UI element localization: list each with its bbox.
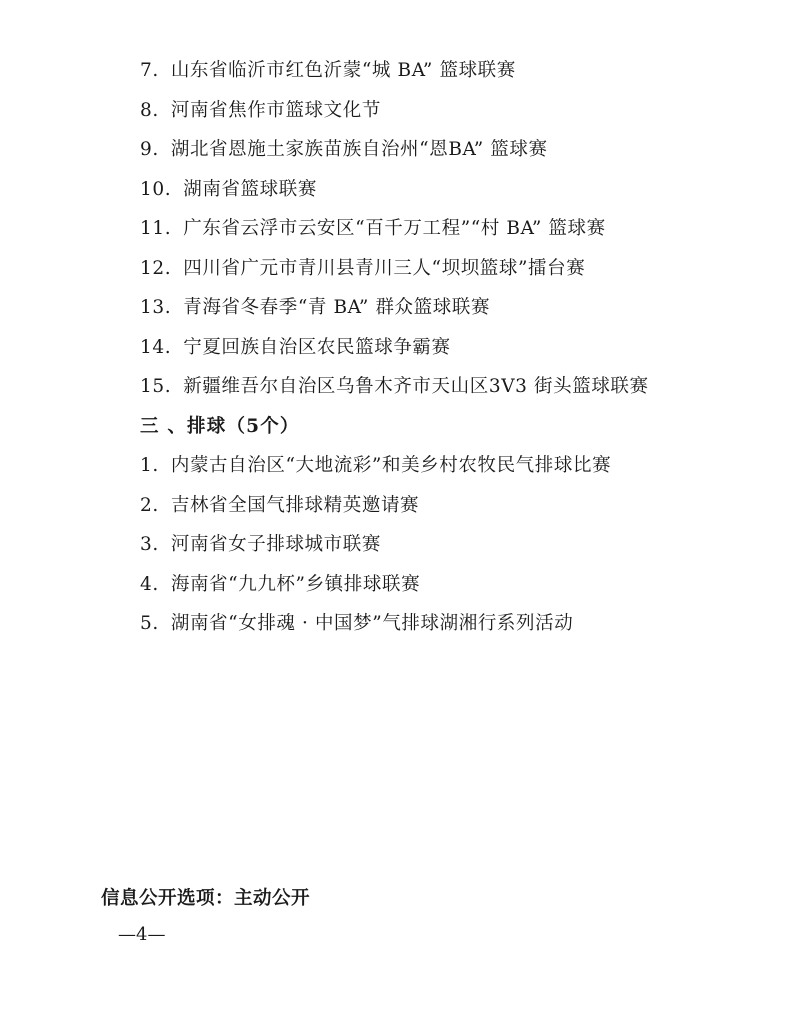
item-number: 9. xyxy=(140,139,159,160)
item-text: 海南省“九九杯”乡镇排球联赛 xyxy=(170,573,421,595)
item-number: 3. xyxy=(140,534,159,555)
list-item xyxy=(140,372,760,412)
item-text: 山东省临沂市红色沂蒙“城 BA” 篮球联赛 xyxy=(170,60,516,81)
item-text: 吉林省全国气排球精英邀请赛 xyxy=(170,494,420,516)
item-text: 湖南省“女排魂 · 中国梦”气排球湖湘行系列活动 xyxy=(170,613,574,634)
list-item xyxy=(140,135,760,175)
item-text: 湖北省恩施土家族苗族自治州“恩BA” 篮球赛 xyxy=(170,139,548,160)
item-text: 河南省焦作市篮球文化节 xyxy=(170,99,381,121)
list-item xyxy=(140,530,760,570)
item-number: 4. xyxy=(140,573,159,595)
list-item xyxy=(140,333,760,373)
list-item xyxy=(140,214,760,254)
item-number: 7. xyxy=(140,60,159,81)
page-number: —4— xyxy=(118,924,166,945)
list-item xyxy=(140,570,760,610)
item-text: 内蒙古自治区“大地流彩”和美乡村农牧民气排球比赛 xyxy=(170,455,612,476)
list-item xyxy=(140,254,760,294)
list-item xyxy=(140,293,760,333)
list-item xyxy=(140,491,760,531)
list-item xyxy=(140,609,760,649)
item-number: 5. xyxy=(140,613,159,634)
disclosure-option: 信息公开选项：主动公开 xyxy=(101,888,311,909)
item-number: 2. xyxy=(140,494,159,516)
item-text: 青海省冬春季“青 BA” 群众篮球联赛 xyxy=(183,297,491,318)
list-item xyxy=(140,175,760,215)
list-item xyxy=(140,96,760,136)
item-number: 15. xyxy=(140,376,172,397)
item-number: 11. xyxy=(140,218,172,239)
item-number: 8. xyxy=(140,99,159,121)
item-text: 四川省广元市青川县青川三人“坝坝篮球”擂台赛 xyxy=(183,257,586,279)
item-number: 10. xyxy=(140,178,172,200)
list-item xyxy=(140,56,760,96)
item-number: 1. xyxy=(140,455,159,476)
item-text: 广东省云浮市云安区“百千万工程”“村 BA” 篮球赛 xyxy=(183,218,606,239)
item-number: 13. xyxy=(140,297,172,318)
list-item xyxy=(140,451,760,491)
item-text: 新疆维吾尔自治区乌鲁木齐市天山区3V3 街头篮球联赛 xyxy=(183,376,649,397)
event-list xyxy=(140,56,760,649)
item-text: 宁夏回族自治区农民篮球争霸赛 xyxy=(183,336,451,358)
item-number: 14. xyxy=(140,336,172,358)
item-text: 河南省女子排球城市联赛 xyxy=(170,534,381,555)
item-text: 湖南省篮球联赛 xyxy=(183,178,317,200)
section-heading-volleyball: 三 、排球（5个） xyxy=(140,415,300,437)
item-number: 12. xyxy=(140,257,172,279)
